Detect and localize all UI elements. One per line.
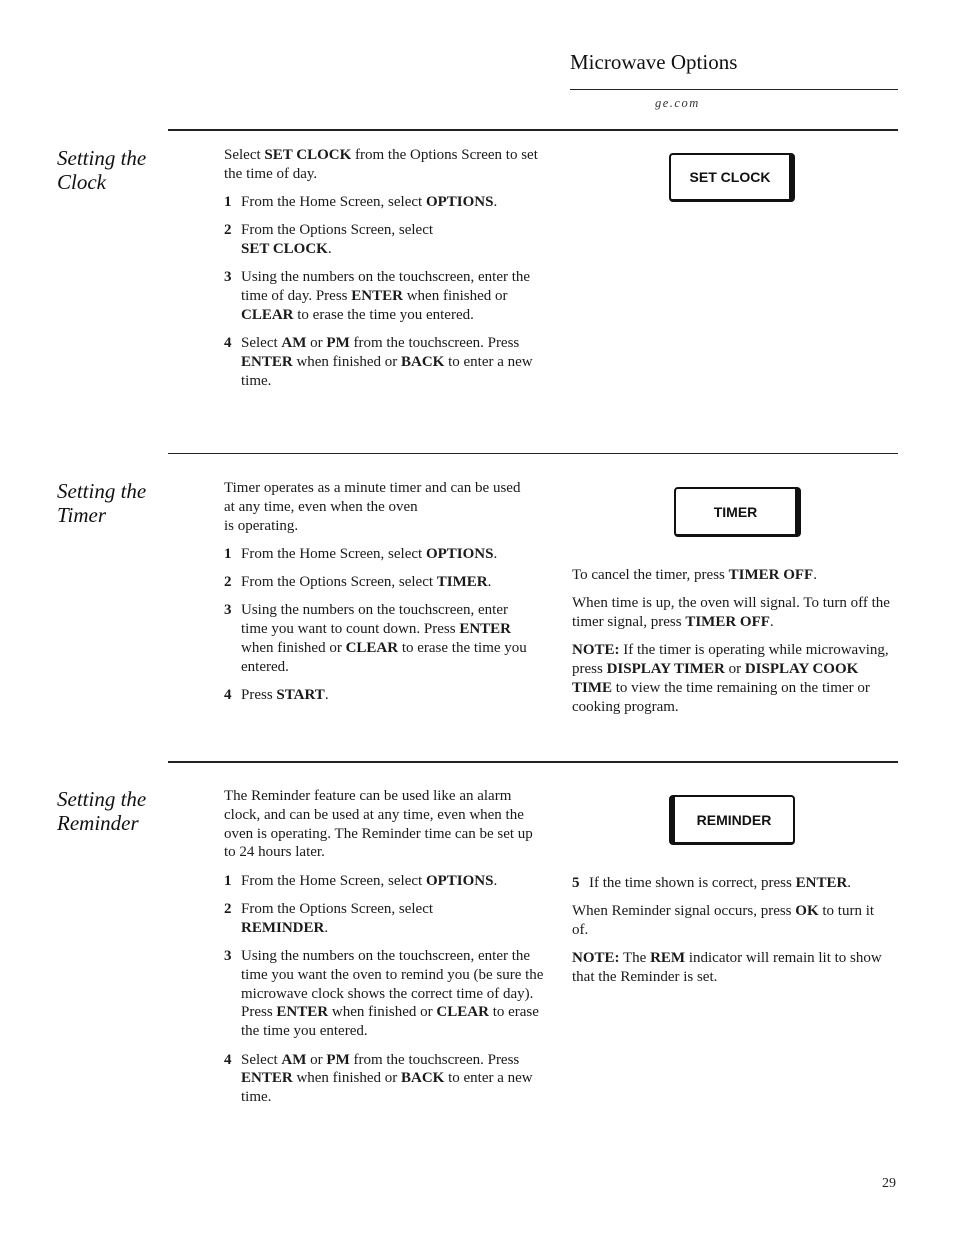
timer-notes [572, 566, 892, 726]
step-number: 4 [224, 687, 232, 704]
reminder-steps [224, 872, 546, 1107]
text-run: when finished or [328, 1004, 437, 1021]
clock-intro [224, 146, 544, 184]
text-run: If the timer is operating while microwaving, press [572, 642, 889, 678]
step-item [224, 601, 529, 676]
note-paragraph [572, 949, 892, 987]
bold-keyword: TIMER OFF [685, 614, 770, 631]
text-run: . [493, 194, 498, 211]
note-paragraph [572, 594, 892, 632]
bold-keyword: NOTE: [572, 950, 620, 967]
bold-keyword: CLEAR [241, 307, 294, 324]
step-item [224, 334, 544, 390]
text-run: Select [241, 1051, 282, 1068]
clock-steps [224, 193, 544, 391]
reminder-intro [224, 787, 546, 862]
bold-keyword: ENTER [351, 288, 403, 305]
text-run: from the touchscreen. Press [349, 1051, 520, 1068]
bold-keyword: TIMER OFF [728, 567, 814, 583]
section-title-timer [57, 479, 167, 527]
bold-keyword: REMINDER [241, 919, 325, 936]
text-run: when finished or [241, 640, 346, 657]
text-run: . [327, 241, 332, 258]
bold-keyword: OK [795, 903, 819, 920]
text-run: when finished or [292, 354, 401, 371]
text-run: . [324, 687, 329, 704]
section-divider-clock [168, 129, 898, 131]
section-divider-reminder [168, 761, 898, 763]
section-title-line1: Setting the [57, 479, 147, 503]
bold-keyword: ENTER [459, 621, 512, 638]
bold-keyword: PM [326, 335, 350, 352]
step-number: 1 [224, 545, 232, 562]
text-run: indicator will remain lit to show that the Reminder is set. [572, 950, 882, 986]
text-run: Press [241, 687, 277, 704]
text-run: Timer operates as a minute timer and can be used at any time, even when the oven [224, 480, 521, 515]
step-number: 4 [224, 1051, 232, 1068]
set-clock-button[interactable]: SET CLOCK [669, 153, 795, 202]
bold-keyword: CLEAR [436, 1004, 489, 1021]
step-item [224, 947, 546, 1041]
timer-steps [224, 545, 529, 705]
step-number: 2 [224, 900, 232, 917]
text-run: From the Home Screen, select [241, 545, 426, 562]
step-item [224, 900, 546, 938]
bold-keyword: AM [281, 1051, 307, 1068]
reminder-notes-list [572, 902, 892, 987]
text-run: From the Home Screen, select [241, 194, 426, 211]
step-item [224, 221, 544, 259]
text-run: to erase the time you entered. [241, 640, 527, 675]
text-run: Using the numbers on the touchscreen, enter time you want to count down. Press [241, 602, 509, 638]
text-run: From the Options Screen, select [241, 574, 437, 591]
section-divider-timer [168, 453, 898, 454]
note-paragraph [572, 566, 892, 585]
bold-keyword: CLEAR [345, 640, 399, 657]
bold-keyword: ENTER [241, 1070, 293, 1087]
section-title-line1: Setting the [57, 787, 147, 811]
bold-keyword: PM [326, 1051, 350, 1068]
bold-keyword: AM [281, 335, 307, 352]
section-title-line1: Setting the [57, 146, 147, 170]
text-run: or [724, 661, 745, 678]
step-item [224, 268, 544, 324]
step-number: 2 [224, 574, 232, 591]
section-title-line2: Clock [57, 170, 106, 194]
bold-keyword: ENTER [241, 354, 293, 371]
step-number: 3 [224, 948, 232, 965]
text-run: Select [224, 147, 265, 163]
note-paragraph [572, 902, 892, 940]
text-run: . [493, 545, 498, 562]
section-title-line2: Reminder [57, 811, 139, 835]
text-run: If the time shown is correct, press [589, 875, 796, 891]
bold-keyword: SET CLOCK [241, 241, 328, 258]
bold-keyword: REM [650, 950, 686, 967]
bold-keyword: BACK [401, 1070, 445, 1087]
step-item [224, 872, 546, 891]
reminder-instructions [224, 787, 546, 1116]
page-number: 29 [882, 1176, 896, 1191]
timer-intro [224, 479, 529, 535]
text-run: When Reminder signal occurs, press [572, 903, 796, 920]
bold-keyword: OPTIONS [425, 194, 494, 211]
text-run: from the touchscreen. Press [349, 335, 520, 352]
timer-notes-list [572, 566, 892, 717]
bold-keyword: OPTIONS [425, 545, 494, 562]
step-number: 1 [224, 872, 232, 889]
header-url: ge.com [655, 96, 700, 110]
step-number: 5 [572, 875, 580, 891]
text-run: To cancel the timer, press [572, 567, 729, 583]
bold-keyword: DISPLAY TIMER [606, 661, 725, 678]
step-number: 3 [224, 269, 232, 286]
step-item [224, 573, 529, 592]
timer-button[interactable]: TIMER [674, 487, 801, 537]
text-run: From the Options Screen, select [241, 900, 434, 917]
text-run: The [619, 950, 651, 967]
bold-keyword: ENTER [795, 875, 848, 891]
text-run: . [487, 574, 492, 591]
step-number: 1 [224, 194, 232, 211]
text-run: . [493, 872, 498, 889]
bold-keyword: NOTE: [572, 642, 620, 659]
section-title-clock [57, 146, 167, 194]
reminder-button[interactable]: REMINDER [669, 795, 795, 845]
reminder-notes [572, 874, 892, 996]
text-run: or [306, 335, 327, 352]
section-title-reminder [57, 787, 167, 835]
timer-instructions [224, 479, 529, 714]
text-run: to erase the time you entered. [293, 307, 474, 324]
step-item [224, 1051, 546, 1107]
step-item [224, 545, 529, 564]
text-run: Select [241, 335, 282, 352]
bold-keyword: OPTIONS [425, 872, 494, 889]
text-run: when finished or [292, 1070, 401, 1087]
header-divider [570, 89, 898, 90]
text-run: . [847, 875, 852, 891]
page-header-title: Microwave Options [570, 50, 738, 74]
bold-keyword: BACK [401, 354, 445, 371]
text-run: . [769, 614, 774, 631]
text-run: . [324, 919, 329, 936]
step-item [224, 686, 529, 705]
text-run: to enter a new time. [241, 354, 533, 389]
bold-keyword: ENTER [276, 1004, 329, 1021]
text-run: is operating. [224, 517, 299, 534]
text-run: to turn it of. [572, 903, 875, 939]
note-paragraph [572, 641, 892, 716]
text-run: to erase the time you entered. [241, 1004, 539, 1040]
bold-keyword: TIMER [436, 574, 488, 591]
text-run: from the Options Screen to set the time of day. [224, 147, 538, 182]
text-run: to enter a new time. [241, 1070, 533, 1106]
step-number: 4 [224, 335, 232, 352]
bold-keyword: SET CLOCK [264, 147, 352, 163]
bold-keyword: START [276, 687, 325, 704]
text-run: to view the time remaining on the timer or cooking program. [572, 679, 870, 715]
reminder-step-5 [572, 874, 892, 893]
text-run: . [813, 567, 817, 583]
text-run: Using the numbers on the touchscreen, enter the time you want the oven to remind you (be sure the microwave clock shows the correct time of day). Press [241, 948, 544, 1021]
step-number: 2 [224, 222, 232, 239]
text-run: From the Options Screen, select [241, 222, 434, 239]
step-item [224, 193, 544, 212]
clock-instructions [224, 146, 544, 400]
text-run: when finished or [402, 288, 508, 305]
text-run: When time is up, the oven will signal. To turn off the timer signal, press [572, 595, 890, 631]
step-number: 3 [224, 602, 232, 619]
section-title-line2: Timer [57, 503, 107, 527]
text-run: The Reminder feature can be used like an alarm clock, and can be used at any time, even when the oven is operating. The Reminder time can be set up to 24 hours later. [224, 788, 533, 861]
text-run: Using the numbers on the touchscreen, enter the time of day. Press [241, 269, 531, 305]
text-run: or [306, 1051, 327, 1068]
text-run: From the Home Screen, select [241, 872, 426, 889]
bold-keyword: DISPLAY COOK TIME [572, 661, 859, 696]
